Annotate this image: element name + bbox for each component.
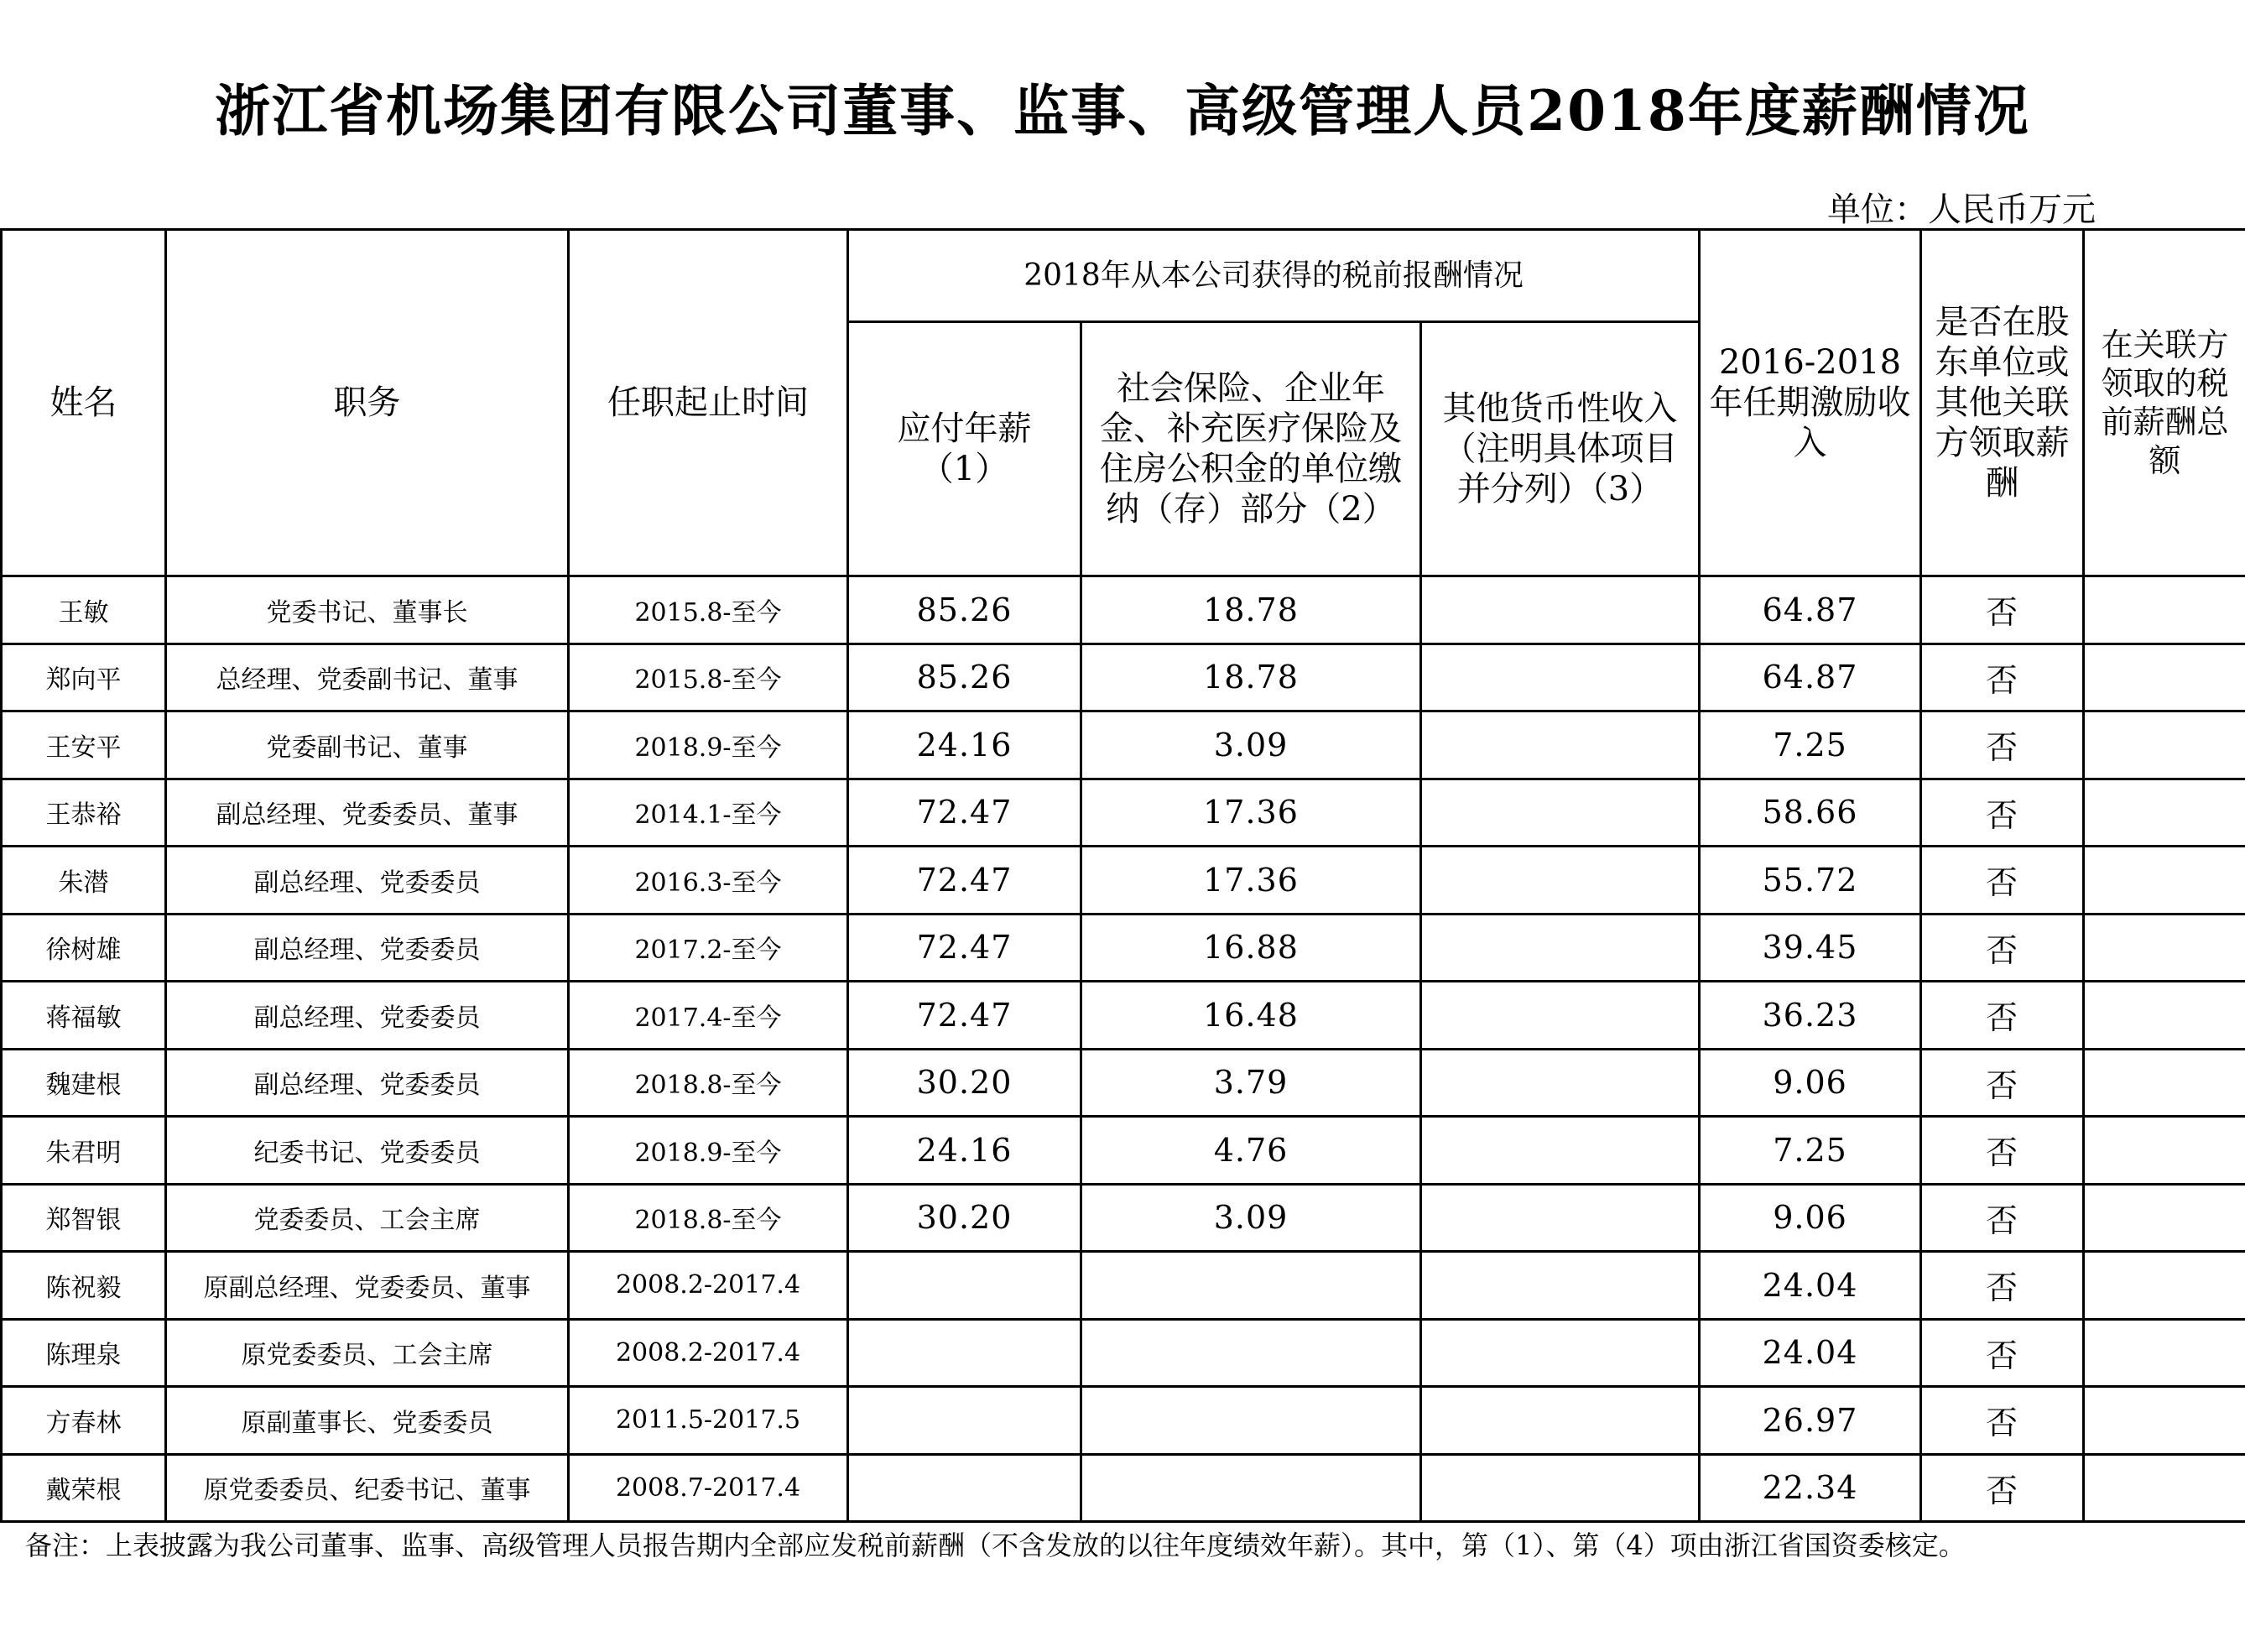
cell-related-total bbox=[2084, 1184, 2245, 1252]
table-row bbox=[2, 711, 2245, 779]
cell-name: 郑智银 bbox=[2, 1184, 166, 1252]
cell-name: 郑向平 bbox=[2, 644, 166, 711]
cell-related-flag: 否 bbox=[1921, 1184, 2084, 1252]
cell-position: 党委委员、工会主席 bbox=[166, 1184, 569, 1252]
cell-related-flag: 否 bbox=[1921, 711, 2084, 779]
cell-position: 副总经理、党委委员 bbox=[166, 847, 569, 915]
cell-name: 陈理泉 bbox=[2, 1319, 166, 1387]
cell-related-flag: 否 bbox=[1921, 914, 2084, 982]
cell-other bbox=[1421, 1387, 1700, 1455]
cell-position: 总经理、党委副书记、董事 bbox=[166, 644, 569, 711]
cell-incentive: 24.04 bbox=[1700, 1252, 1921, 1320]
cell-related-total bbox=[2084, 711, 2245, 779]
table-row bbox=[2, 847, 2245, 915]
cell-other bbox=[1421, 1117, 1700, 1185]
cell-term: 2018.9-至今 bbox=[569, 1117, 848, 1185]
header-insurance: 社会保险、企业年金、补充医疗保险及住房公积金的单位缴纳（存）部分（2） bbox=[1081, 322, 1421, 576]
cell-salary: 30.20 bbox=[848, 1184, 1081, 1252]
cell-name: 朱君明 bbox=[2, 1117, 166, 1185]
cell-salary bbox=[848, 1387, 1081, 1455]
cell-incentive: 7.25 bbox=[1700, 711, 1921, 779]
cell-position: 副总经理、党委委员 bbox=[166, 914, 569, 982]
cell-salary: 72.47 bbox=[848, 914, 1081, 982]
cell-incentive: 24.04 bbox=[1700, 1319, 1921, 1387]
table-row bbox=[2, 1319, 2245, 1387]
cell-related-total bbox=[2084, 847, 2245, 915]
cell-related-flag: 否 bbox=[1921, 1387, 2084, 1455]
cell-related-flag: 否 bbox=[1921, 1319, 2084, 1387]
cell-name: 王敏 bbox=[2, 576, 166, 644]
cell-name: 王恭裕 bbox=[2, 779, 166, 847]
cell-related-total bbox=[2084, 1252, 2245, 1320]
cell-name: 蒋福敏 bbox=[2, 982, 166, 1050]
table-row bbox=[2, 1117, 2245, 1185]
cell-salary: 30.20 bbox=[848, 1049, 1081, 1117]
cell-term: 2017.2-至今 bbox=[569, 914, 848, 982]
cell-insurance: 16.88 bbox=[1081, 914, 1421, 982]
cell-incentive: 22.34 bbox=[1700, 1454, 1921, 1522]
cell-related-total bbox=[2084, 914, 2245, 982]
cell-related-total bbox=[2084, 576, 2245, 644]
cell-related-total bbox=[2084, 982, 2245, 1050]
cell-salary: 72.47 bbox=[848, 847, 1081, 915]
cell-related-flag: 否 bbox=[1921, 1049, 2084, 1117]
cell-term: 2011.5-2017.5 bbox=[569, 1387, 848, 1455]
cell-name: 朱潜 bbox=[2, 847, 166, 915]
cell-insurance: 3.09 bbox=[1081, 1184, 1421, 1252]
header-group-compensation: 2018年从本公司获得的税前报酬情况 bbox=[848, 230, 1700, 322]
cell-salary: 72.47 bbox=[848, 779, 1081, 847]
cell-insurance: 16.48 bbox=[1081, 982, 1421, 1050]
cell-incentive: 64.87 bbox=[1700, 644, 1921, 711]
cell-term: 2017.4-至今 bbox=[569, 982, 848, 1050]
header-name: 姓名 bbox=[2, 230, 166, 576]
cell-term: 2014.1-至今 bbox=[569, 779, 848, 847]
page-title: 浙江省机场集团有限公司董事、监事、高级管理人员2018年度薪酬情况 bbox=[215, 78, 2030, 143]
cell-incentive: 26.97 bbox=[1700, 1387, 1921, 1455]
cell-position: 原副总经理、党委委员、董事 bbox=[166, 1252, 569, 1320]
cell-insurance: 17.36 bbox=[1081, 847, 1421, 915]
cell-name: 方春林 bbox=[2, 1387, 166, 1455]
cell-insurance: 17.36 bbox=[1081, 779, 1421, 847]
cell-salary bbox=[848, 1454, 1081, 1522]
cell-term: 2008.7-2017.4 bbox=[569, 1454, 848, 1522]
cell-other bbox=[1421, 1252, 1700, 1320]
cell-related-total bbox=[2084, 779, 2245, 847]
cell-insurance: 3.09 bbox=[1081, 711, 1421, 779]
cell-related-total bbox=[2084, 1387, 2245, 1455]
cell-related-total bbox=[2084, 1049, 2245, 1117]
cell-other bbox=[1421, 711, 1700, 779]
table-row bbox=[2, 982, 2245, 1050]
table-row bbox=[2, 1252, 2245, 1320]
cell-name: 陈祝毅 bbox=[2, 1252, 166, 1320]
cell-other bbox=[1421, 644, 1700, 711]
cell-insurance bbox=[1081, 1387, 1421, 1455]
header-position: 职务 bbox=[166, 230, 569, 576]
header-related-flag: 是否在股东单位或其他关联方领取薪酬 bbox=[1921, 230, 2084, 576]
unit-label: 单位：人民币万元 bbox=[1827, 190, 2096, 229]
cell-related-flag: 否 bbox=[1921, 1454, 2084, 1522]
cell-incentive: 7.25 bbox=[1700, 1117, 1921, 1185]
cell-position: 副总经理、党委委员、董事 bbox=[166, 779, 569, 847]
cell-insurance: 4.76 bbox=[1081, 1117, 1421, 1185]
cell-other bbox=[1421, 1319, 1700, 1387]
cell-insurance: 18.78 bbox=[1081, 644, 1421, 711]
cell-other bbox=[1421, 1454, 1700, 1522]
cell-incentive: 55.72 bbox=[1700, 847, 1921, 915]
cell-related-flag: 否 bbox=[1921, 1117, 2084, 1185]
cell-term: 2008.2-2017.4 bbox=[569, 1252, 848, 1320]
cell-name: 王安平 bbox=[2, 711, 166, 779]
cell-insurance: 18.78 bbox=[1081, 576, 1421, 644]
header-related-total: 在关联方领取的税前薪酬总额 bbox=[2084, 230, 2245, 576]
cell-incentive: 9.06 bbox=[1700, 1049, 1921, 1117]
table-row bbox=[2, 1454, 2245, 1522]
table-row bbox=[2, 1387, 2245, 1455]
cell-salary: 85.26 bbox=[848, 644, 1081, 711]
header-other: 其他货币性收入（注明具体项目并分列）（3） bbox=[1421, 322, 1700, 576]
cell-position: 副总经理、党委委员 bbox=[166, 982, 569, 1050]
cell-insurance bbox=[1081, 1319, 1421, 1387]
cell-other bbox=[1421, 914, 1700, 982]
compensation-table bbox=[0, 228, 2245, 1523]
cell-insurance: 3.79 bbox=[1081, 1049, 1421, 1117]
cell-name: 戴荣根 bbox=[2, 1454, 166, 1522]
cell-related-total bbox=[2084, 644, 2245, 711]
cell-salary bbox=[848, 1252, 1081, 1320]
cell-incentive: 9.06 bbox=[1700, 1184, 1921, 1252]
cell-position: 原党委委员、工会主席 bbox=[166, 1319, 569, 1387]
cell-other bbox=[1421, 1184, 1700, 1252]
cell-related-flag: 否 bbox=[1921, 779, 2084, 847]
cell-salary: 72.47 bbox=[848, 982, 1081, 1050]
table-row bbox=[2, 644, 2245, 711]
cell-term: 2015.8-至今 bbox=[569, 576, 848, 644]
cell-incentive: 64.87 bbox=[1700, 576, 1921, 644]
footnote: 备注：上表披露为我公司董事、监事、高级管理人员报告期内全部应发税前薪酬（不含发放的以往年度绩效年薪）。其中，第（1）、第（4）项由浙江省国资委核定。 bbox=[25, 1530, 1966, 1561]
header-salary: 应付年薪（1） bbox=[848, 322, 1081, 576]
cell-insurance bbox=[1081, 1252, 1421, 1320]
cell-other bbox=[1421, 779, 1700, 847]
header-incentive: 2016-2018年任期激励收入 bbox=[1700, 230, 1921, 576]
cell-name: 徐树雄 bbox=[2, 914, 166, 982]
table-row bbox=[2, 914, 2245, 982]
cell-term: 2016.3-至今 bbox=[569, 847, 848, 915]
table-row bbox=[2, 1184, 2245, 1252]
cell-other bbox=[1421, 847, 1700, 915]
cell-name: 魏建根 bbox=[2, 1049, 166, 1117]
cell-term: 2018.8-至今 bbox=[569, 1184, 848, 1252]
cell-insurance bbox=[1081, 1454, 1421, 1522]
cell-related-flag: 否 bbox=[1921, 847, 2084, 915]
cell-other bbox=[1421, 576, 1700, 644]
cell-salary: 85.26 bbox=[848, 576, 1081, 644]
cell-position: 原党委委员、纪委书记、董事 bbox=[166, 1454, 569, 1522]
cell-incentive: 58.66 bbox=[1700, 779, 1921, 847]
header-term: 任职起止时间 bbox=[569, 230, 848, 576]
cell-related-total bbox=[2084, 1117, 2245, 1185]
cell-position: 副总经理、党委委员 bbox=[166, 1049, 569, 1117]
cell-related-flag: 否 bbox=[1921, 644, 2084, 711]
cell-term: 2008.2-2017.4 bbox=[569, 1319, 848, 1387]
cell-related-flag: 否 bbox=[1921, 1252, 2084, 1320]
cell-position: 纪委书记、党委委员 bbox=[166, 1117, 569, 1185]
cell-salary: 24.16 bbox=[848, 711, 1081, 779]
cell-term: 2018.9-至今 bbox=[569, 711, 848, 779]
cell-related-flag: 否 bbox=[1921, 982, 2084, 1050]
cell-position: 党委书记、董事长 bbox=[166, 576, 569, 644]
cell-salary: 24.16 bbox=[848, 1117, 1081, 1185]
cell-term: 2015.8-至今 bbox=[569, 644, 848, 711]
table-row bbox=[2, 779, 2245, 847]
cell-incentive: 36.23 bbox=[1700, 982, 1921, 1050]
table-row bbox=[2, 576, 2245, 644]
cell-term: 2018.8-至今 bbox=[569, 1049, 848, 1117]
cell-salary bbox=[848, 1319, 1081, 1387]
cell-position: 党委副书记、董事 bbox=[166, 711, 569, 779]
cell-other bbox=[1421, 1049, 1700, 1117]
cell-related-total bbox=[2084, 1454, 2245, 1522]
cell-incentive: 39.45 bbox=[1700, 914, 1921, 982]
cell-position: 原副董事长、党委委员 bbox=[166, 1387, 569, 1455]
table-row bbox=[2, 1049, 2245, 1117]
cell-related-flag: 否 bbox=[1921, 576, 2084, 644]
cell-related-total bbox=[2084, 1319, 2245, 1387]
cell-other bbox=[1421, 982, 1700, 1050]
